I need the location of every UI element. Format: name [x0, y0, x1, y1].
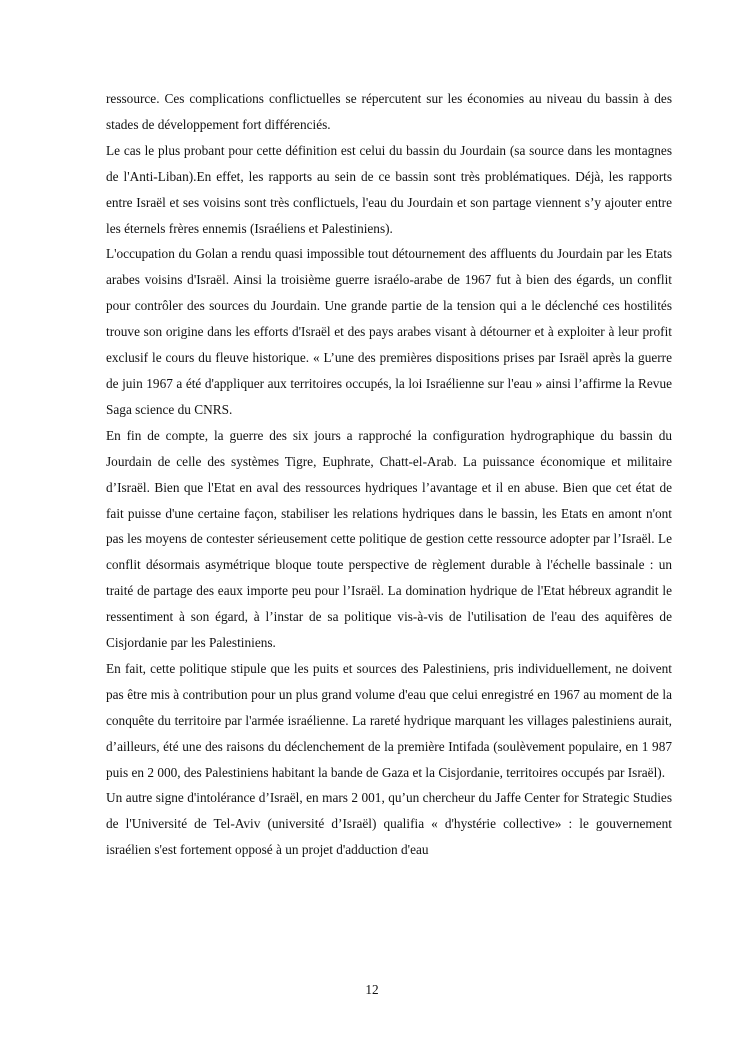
body-text [106, 86, 672, 863]
paragraph-1: ressource. Ces complications conflictuelles se répercutent sur les économies au niveau du bassin à des stades de développement fort différenciés. [106, 91, 672, 132]
paragraph-4: En fin de compte, la guerre des six jours a rapproché la configuration hydrographique du bassin du Jourdain de celle des systèmes Tigre, Euphrate, Chatt-el-Arab. La puissance économique et militaire d’Israël. Bien que l'Etat en aval des ressources hydriques l’avantage et il en abuse. Bien que cet état de fait puisse d'une certaine façon, stabiliser les relations hydriques dans le bassin, les Etats en amont n'ont pas les moyens de contester sérieusement cette politique de gestion cette ressource adopter par l’Israël. Le conflit désormais asymétrique bloque toute perspective de règlement durable à l'échelle bassinale : un traité de partage des eaux importe peu pour l’Israël. La domination hydrique de l'Etat hébreux agrandit le ressentiment à son égard, à l’instar de sa politique vis-à-vis de l'utilisation de l'eau des aquifères de Cisjordanie par les Palestiniens. [106, 427, 672, 651]
paragraph-2: Le cas le plus probant pour cette définition est celui du bassin du Jourdain (sa source dans les montagnes de l'Anti-Liban).En effet, les rapports au sein de ce bassin sont très problématiques. Déjà, les rapports entre Israël et ses voisins sont très conflictuels, l'eau du Jourdain et son partage viennent s’y ajouter entre les éternels frères ennemis (Israéliens et Palestiniens). [106, 142, 672, 236]
paragraph-3: L'occupation du Golan a rendu quasi impossible tout détournement des affluents du Jourdain par les Etats arabes voisins d'Israël. Ainsi la troisième guerre israélo-arabe de 1967 fut à bien des égards, un conflit pour contrôler des sources du Jourdain. Une grande partie de la tension qui a le déclenché ces hostilités trouve son origine dans les efforts d'Israël et des pays arabes visant à détourner et à exploiter à leur profit exclusif le cours du fleuve historique. « L’une des premières dispositions prises par Israël après la guerre de juin 1967 a été d'appliquer aux territoires occupés, la loi Israélienne sur l'eau » ainsi l’affirme la Revue Saga science du CNRS. [106, 246, 672, 417]
paragraph-6: Un autre signe d'intolérance d’Israël, en mars 2 001, qu’un chercheur du Jaffe Center for Strategic Studies de l'Université de Tel-Aviv (université d’Israël) qualifia « d'hystérie collective» : le gouvernement israélien s'est fortement opposé à un projet d'adduction d'eau [106, 790, 672, 858]
paragraph-5: En fait, cette politique stipule que les puits et sources des Palestiniens, pris individuellement, ne doivent pas être mis à contribution pour un plus grand volume d'eau que celui enregistré en 1967 au moment de la conquête du territoire par l'armée israélienne. La rareté hydrique marquant les villages palestiniens aurait, d’ailleurs, été une des raisons du déclenchement de la première Intifada (soulèvement populaire, en 1 987 puis en 2 000, des Palestiniens habitant la bande de Gaza et la Cisjordanie, territoires occupés par Israël). [106, 660, 672, 780]
page-number: 12 [365, 982, 379, 997]
